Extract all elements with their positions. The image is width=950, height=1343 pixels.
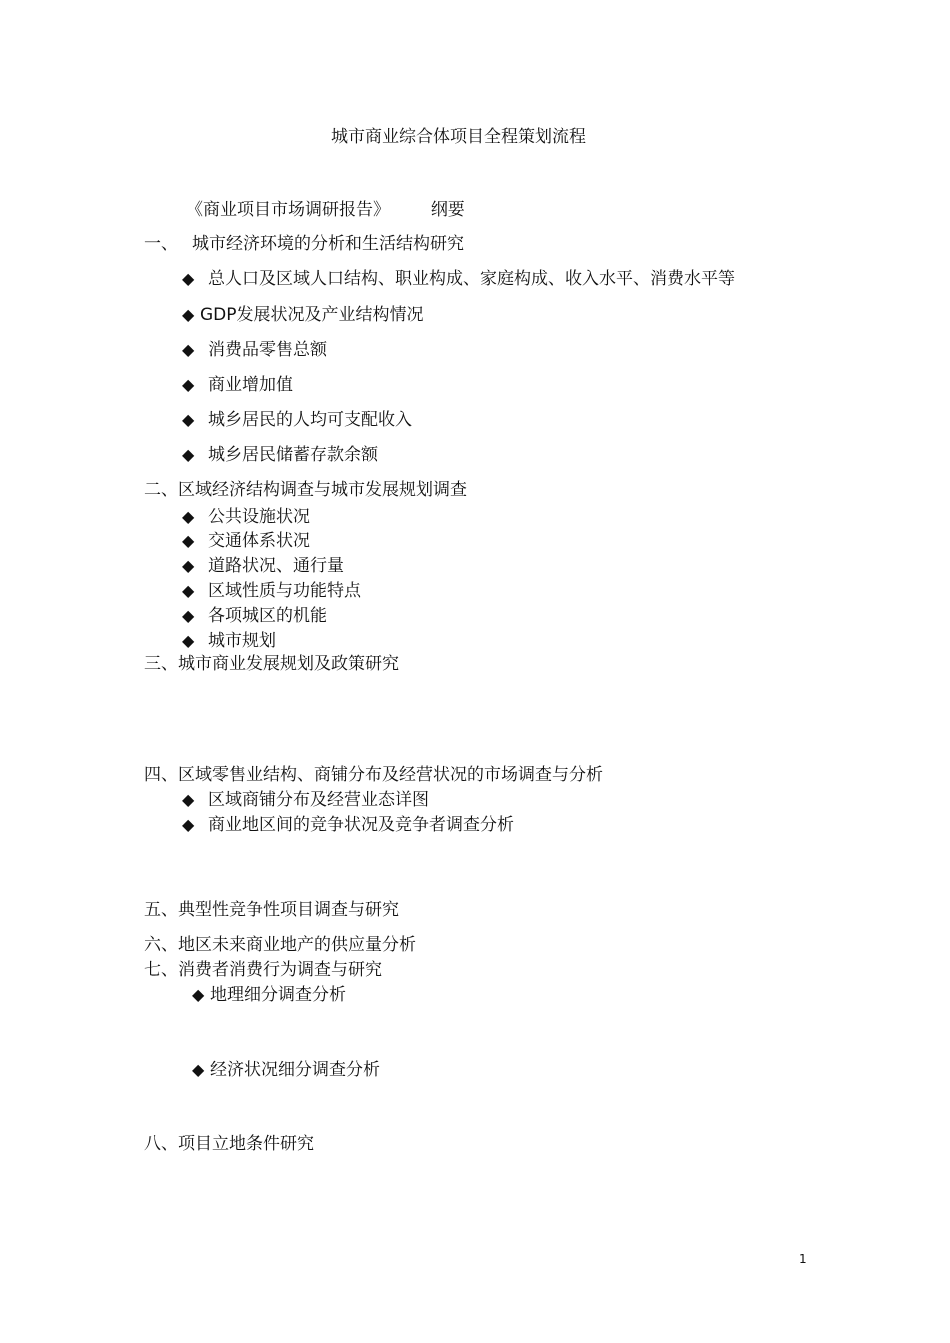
black-diamond-icon: ◆ bbox=[182, 790, 195, 809]
list-item: ◆ 城市规划 bbox=[182, 631, 276, 651]
list-item: ◆ 总人口及区域人口结构、职业构成、家庭构成、收入水平、消费水平等 bbox=[182, 269, 735, 289]
section-3-heading: 三、城市商业发展规划及政策研究 bbox=[144, 654, 399, 674]
black-diamond-icon: ◆ bbox=[182, 556, 195, 575]
list-item: ◆ 消费品零售总额 bbox=[182, 340, 327, 360]
section-2-heading: 二、区域经济结构调查与城市发展规划调查 bbox=[144, 480, 467, 500]
black-diamond-icon: ◆ bbox=[182, 531, 195, 550]
black-diamond-icon: ◆ bbox=[182, 445, 195, 464]
section-1-text: 城市经济环境的分析和生活结构研究 bbox=[192, 234, 464, 254]
black-diamond-icon: ◆ bbox=[182, 581, 195, 600]
list-item: ◆ 商业增加值 bbox=[182, 375, 293, 395]
report-heading-name: 《商业项目市场调研报告》 bbox=[186, 200, 390, 220]
black-diamond-icon: ◆ bbox=[182, 340, 195, 359]
report-heading bbox=[186, 199, 465, 221]
page-number: 1 bbox=[799, 1252, 807, 1266]
section-6-heading: 六、地区未来商业地产的供应量分析 bbox=[144, 935, 416, 955]
list-item: ◆ 城乡居民储蓄存款余额 bbox=[182, 445, 378, 465]
section-5-heading: 五、典型性竞争性项目调查与研究 bbox=[144, 900, 399, 920]
list-item: ◆ 道路状况、通行量 bbox=[182, 556, 344, 576]
black-diamond-icon: ◆ bbox=[182, 410, 195, 429]
report-heading-suffix: 纲要 bbox=[430, 200, 465, 220]
black-diamond-icon: ◆ bbox=[192, 985, 205, 1004]
black-diamond-icon: ◆ bbox=[182, 815, 195, 834]
black-diamond-icon: ◆ bbox=[182, 305, 195, 324]
list-item: ◆ 区域性质与功能特点 bbox=[182, 581, 361, 601]
list-item: ◆ GDP发展状况及产业结构情况 bbox=[182, 305, 424, 325]
section-1-heading bbox=[144, 233, 464, 255]
black-diamond-icon: ◆ bbox=[192, 1060, 205, 1079]
section-8-heading: 八、项目立地条件研究 bbox=[144, 1134, 314, 1154]
black-diamond-icon: ◆ bbox=[182, 606, 195, 625]
section-1-number: 一、 bbox=[144, 234, 178, 254]
list-item: ◆ 交通体系状况 bbox=[182, 531, 310, 551]
list-item: ◆ 经济状况细分调查分析 bbox=[192, 1060, 380, 1080]
section-4-heading: 四、区域零售业结构、商铺分布及经营状况的市场调查与分析 bbox=[144, 765, 603, 785]
black-diamond-icon: ◆ bbox=[182, 631, 195, 650]
list-item: ◆ 公共设施状况 bbox=[182, 507, 310, 527]
list-item: ◆ 城乡居民的人均可支配收入 bbox=[182, 410, 412, 430]
document-title: 城市商业综合体项目全程策划流程 bbox=[331, 127, 586, 147]
list-item: ◆ 区域商铺分布及经营业态详图 bbox=[182, 790, 429, 810]
black-diamond-icon: ◆ bbox=[182, 507, 195, 526]
list-item: ◆ 商业地区间的竞争状况及竞争者调查分析 bbox=[182, 815, 514, 835]
list-item: ◆ 各项城区的机能 bbox=[182, 606, 327, 626]
black-diamond-icon: ◆ bbox=[182, 375, 195, 394]
list-item: ◆ 地理细分调查分析 bbox=[192, 985, 346, 1005]
section-7-heading: 七、消费者消费行为调查与研究 bbox=[144, 960, 382, 980]
black-diamond-icon: ◆ bbox=[182, 269, 195, 288]
